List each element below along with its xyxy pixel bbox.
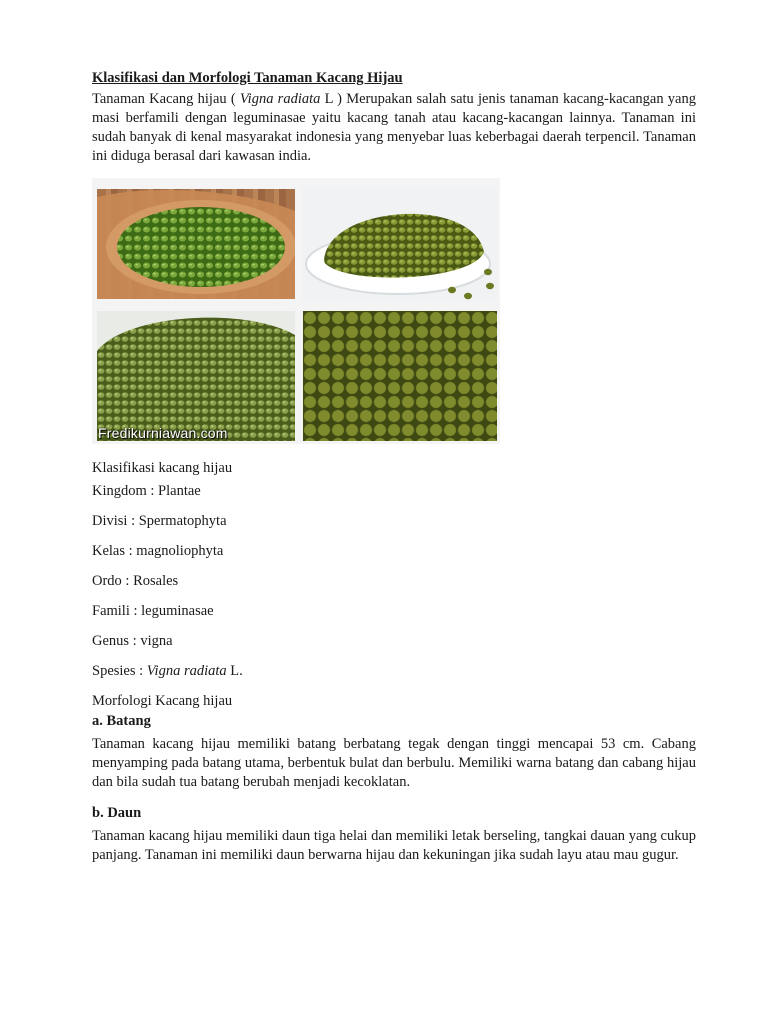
- intro-text-start: Tanaman Kacang hijau (: [92, 91, 240, 107]
- famili-line: Famili : leguminasae: [92, 603, 214, 619]
- daun-paragraph: Tanaman kacang hijau memiliki daun tiga helai dan memiliki letak berseling, tangkai dauan yang cukup panjang. Tanaman ini memiliki daun berwarna hijau dan kekuningan jika sudah layu atau mau gugur.: [92, 828, 696, 863]
- spesies-name: Vigna radiata: [146, 663, 227, 679]
- batang-heading: a. Batang: [92, 713, 151, 729]
- morphology-heading: Morfologi Kacang hijau: [92, 693, 233, 709]
- bean-heap-photo: [97, 311, 295, 441]
- intro-paragraph: [92, 90, 696, 166]
- page-title: Klasifikasi dan Morfologi Tanaman Kacang Hijau: [92, 70, 403, 86]
- kelas-line: Kelas : magnoliophyta: [92, 543, 224, 559]
- spesies-label: Spesies :: [92, 663, 147, 679]
- daun-heading: b. Daun: [92, 805, 142, 821]
- classification-heading: Klasifikasi kacang hijau: [92, 460, 233, 476]
- batang-paragraph: Tanaman kacang hijau memiliki batang berbatang tegak dengan tinggi mencapai 53 cm. Cabang menyamping pada batang utama, berbentuk bulat dan berbulu. Memiliki warna batang dan cabang hijau dan bila sudah tua batang berubah menjadi kecoklatan.: [92, 736, 696, 790]
- ordo-line: Ordo : Rosales: [92, 573, 179, 589]
- kingdom-line: Kingdom : Plantae: [92, 483, 201, 499]
- intro-text-rest: L ) Merupakan salah satu jenis tanaman kacang-kacangan yang masi berfamili dengan leguminasae yaitu kacang tanah atau kacang-kacangan lainnya. Tanaman ini sudah banyak di kenal masyarakat indonesia yang menyebar luas keberbagai daerah terpencil. Tanaman ini diduga berasal dari kawasan india.: [92, 91, 696, 164]
- spesies-author: L.: [226, 663, 243, 679]
- divisi-line: Divisi : Spermatophyta: [92, 513, 227, 529]
- bean-closeup-photo: [303, 311, 497, 441]
- mung-bean-photo-collage: [92, 178, 500, 444]
- beans-in-wooden-bowl-photo: [97, 189, 295, 299]
- spesies-line: [92, 662, 243, 680]
- genus-line: Genus : vigna: [92, 633, 173, 649]
- beans-on-white-plate-photo: [302, 186, 498, 302]
- photo-watermark: Fredikurniawan.com: [98, 425, 228, 441]
- intro-species-name: Vigna radiata: [239, 91, 321, 107]
